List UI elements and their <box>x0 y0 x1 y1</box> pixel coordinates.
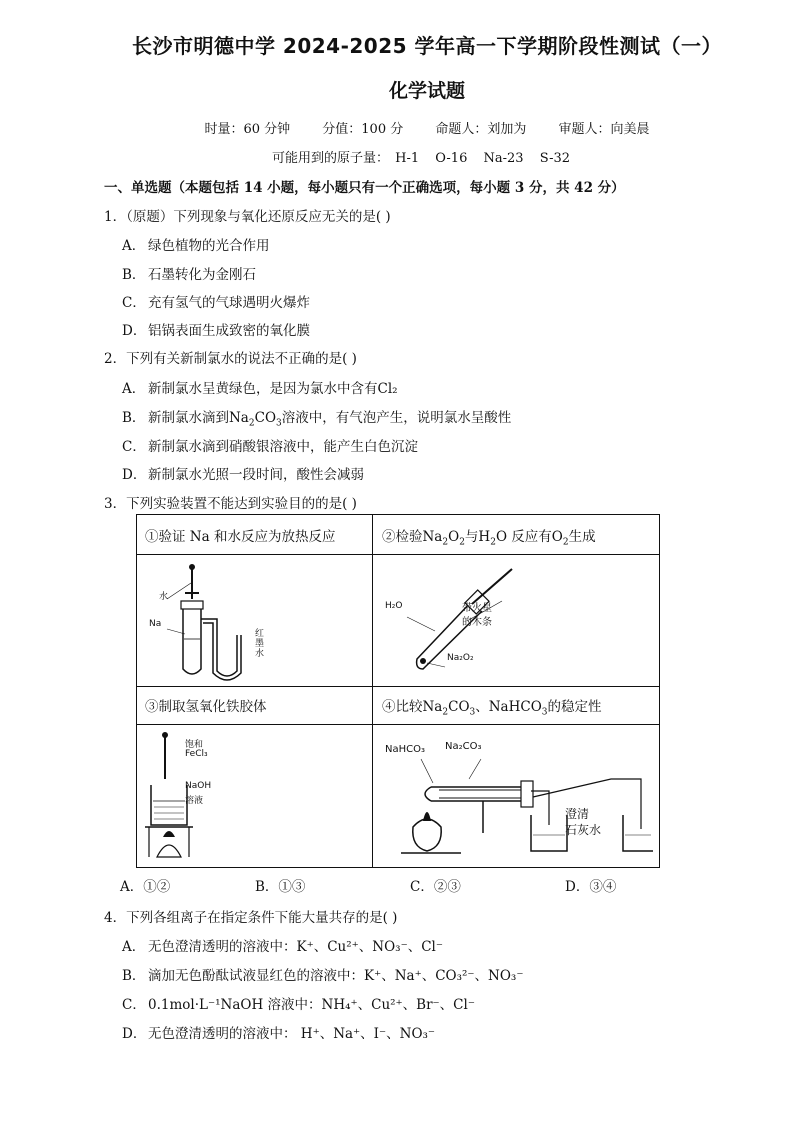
label-water: 水 <box>159 592 169 602</box>
q1-c-label: C． <box>122 295 146 311</box>
experiment-table <box>136 514 660 868</box>
q2-stem: 2．下列有关新制氯水的说法不正确的是( ) <box>104 351 357 367</box>
cell-3-title: ③制取氢氧化铁胶体 <box>145 699 267 715</box>
table-row-line-2 <box>137 686 659 687</box>
atomic-masses <box>0 147 794 166</box>
q1-option-b <box>122 263 256 283</box>
q2-a-label: A． <box>122 381 146 397</box>
atoms-label: 可能用到的原子量： <box>271 151 389 166</box>
cell-2-a: ②检验Na <box>382 529 443 545</box>
cell-2-b: 与H <box>464 529 491 545</box>
apparatus-na-water <box>147 559 287 681</box>
table-vertical-divider <box>372 515 373 867</box>
q1-c-text: 充有氢气的气球遇明火爆炸 <box>148 295 310 311</box>
label-na: Na <box>149 619 162 629</box>
q2-c-text: 新制氯水滴到硝酸银溶液中，能产生白色沉淀 <box>148 439 418 455</box>
label-fecl3-1: 饱和 <box>185 740 204 750</box>
q4-option-b <box>122 964 523 984</box>
q1-d-text: 铝锅表面生成致密的氧化膜 <box>148 323 310 339</box>
q3-option-c: C．②③ <box>410 879 461 895</box>
exam-info <box>0 118 794 137</box>
exam-score: 分值：100 分 <box>322 122 404 137</box>
q4-a-text: 无色澄清透明的溶液中：K⁺、Cu²⁺、NO₃⁻、Cl⁻ <box>148 939 443 955</box>
q3-stem: 3．下列实验装置不能达到实验目的的是( ) <box>104 496 357 512</box>
q4-option-a <box>122 935 443 955</box>
label-naoh-2: 溶液 <box>185 796 204 806</box>
label-lime-1: 澄清 <box>565 807 590 821</box>
section-heading: 一、单选题（本题包括 14 小题，每小题只有一个正确选项，每小题 3 分，共 42 分） <box>104 180 625 196</box>
label-lime-2: 石灰水 <box>565 823 602 837</box>
label-stick: 带火星 <box>462 603 492 614</box>
q2-option-b: B． 新制氯水滴到$Na_2CO_3$溶液中，有气泡产生，说明氯水呈酸性 <box>122 406 511 429</box>
q1-option-a <box>122 234 270 254</box>
q1-b-text: 石墨转化为金刚石 <box>148 267 256 283</box>
q1-a-text: 绿色植物的光合作用 <box>148 238 270 254</box>
q2-d-label: D． <box>122 467 147 483</box>
exam-title: 长沙市明德中学 2024-2025 学年高一下学期阶段性测试（一） <box>131 34 723 58</box>
q4-option-d <box>122 1022 435 1042</box>
label-na2o2: Na₂O₂ <box>447 653 474 663</box>
q1-a-label: A． <box>122 238 146 254</box>
exam-time: 时量：60 分钟 <box>204 122 291 137</box>
label-fecl3-2: FeCl₃ <box>185 749 208 759</box>
q2-d-text: 新制氯水光照一段时间，酸性会减弱 <box>148 467 364 483</box>
q4-option-c <box>122 993 475 1013</box>
q3-option-b: B．①③ <box>255 879 306 895</box>
atom-h: H-1 <box>395 151 420 166</box>
cell-1-title: ①验证 Na 和水反应为放热反应 <box>145 529 336 545</box>
label-h2o: H₂O <box>385 601 403 611</box>
cell-2-d: 生成 <box>568 529 596 545</box>
table-row-line-1 <box>137 554 659 555</box>
q4-d-label: D． <box>122 1026 147 1042</box>
q1-option-c <box>122 291 310 311</box>
q2-option-c <box>122 435 418 455</box>
q1-d-label: D． <box>122 323 147 339</box>
q1-b-label: B． <box>122 267 146 283</box>
cell-2-title: ②检验$Na_2O_2$与$H_2O$ 反应有$O_2$生成 <box>382 529 596 548</box>
q2-b-text-pre: 新制氯水滴到Na <box>148 410 249 426</box>
q1-stem: 1．（原题）下列现象与氧化还原反应无关的是( ) <box>104 209 391 225</box>
label-red-ink: 红墨水 <box>255 629 265 659</box>
label-nahco3: NaHCO₃ <box>385 744 425 755</box>
q3-option-a: A．①② <box>120 879 171 895</box>
q2-option-d <box>122 463 364 483</box>
exam-reviewer: 审题人：向美晨 <box>558 122 650 137</box>
table-row-line-3 <box>137 724 659 725</box>
atom-o: O-16 <box>435 151 468 166</box>
cell-4-b: 、NaHCO <box>475 699 542 715</box>
q2-option-a <box>122 377 398 397</box>
q4-b-text: 滴加无色酚酞试液显红色的溶液中：K⁺、Na⁺、CO₃²⁻、NO₃⁻ <box>148 968 524 984</box>
label-stick-2: 的木条 <box>462 617 492 628</box>
label-naoh-1: NaOH <box>185 781 212 791</box>
q4-b-label: B． <box>122 968 146 984</box>
q3-option-d: D．③④ <box>565 879 617 895</box>
q4-d-text: 无色澄清透明的溶液中： H⁺、Na⁺、I⁻、NO₃⁻ <box>148 1026 436 1042</box>
cell-2-c: 反应有O <box>511 529 563 545</box>
cell-4-c: 的稳定性 <box>547 699 602 715</box>
exam-author: 命题人：刘加为 <box>435 122 527 137</box>
atom-na: Na-23 <box>483 151 524 166</box>
q4-c-text: 0.1mol·L⁻¹NaOH 溶液中：NH₄⁺、Cu²⁺、Br⁻、Cl⁻ <box>148 997 475 1013</box>
q2-c-label: C． <box>122 439 146 455</box>
q2-b-text-post: 溶液中，有气泡产生，说明氯水呈酸性 <box>281 410 512 426</box>
q4-a-label: A． <box>122 939 146 955</box>
q2-b-label: B． <box>122 410 146 426</box>
q2-a-text: 新制氯水呈黄绿色，是因为氯水中含有Cl₂ <box>148 381 398 397</box>
exam-subtitle: 化学试题 <box>388 80 465 102</box>
atom-s: S-32 <box>539 151 571 166</box>
q1-option-d <box>122 319 310 339</box>
cell-4-title: ④比较$Na_2CO_3$、NaHCO$_3$的稳定性 <box>382 699 602 718</box>
cell-4-a: ④比较Na <box>382 699 443 715</box>
q4-c-label: C． <box>122 997 146 1013</box>
q4-stem: 4．下列各组离子在指定条件下能大量共存的是( ) <box>104 910 398 926</box>
label-na2co3: Na₂CO₃ <box>445 741 482 752</box>
